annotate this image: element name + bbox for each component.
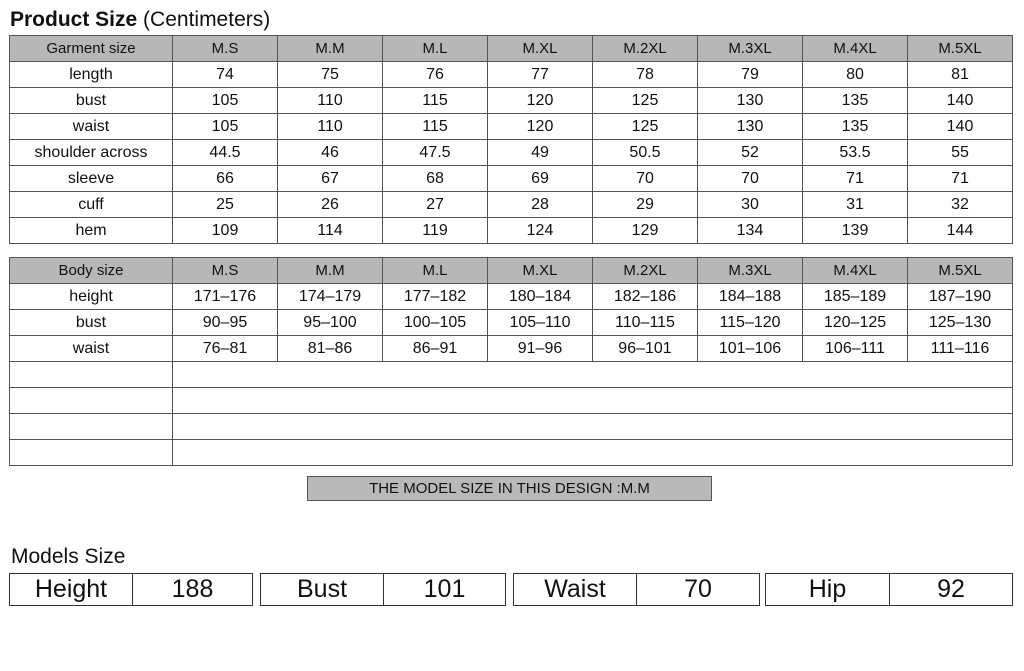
table-row	[10, 166, 1013, 192]
table-cell: 120	[488, 114, 593, 140]
size-header: M.3XL	[698, 258, 803, 284]
model-height-label: Height	[9, 573, 133, 606]
table-cell: 105	[173, 114, 278, 140]
table-cell: 68	[383, 166, 488, 192]
table-row	[10, 336, 1013, 362]
garment-size-table	[9, 35, 1013, 244]
row-label: cuff	[10, 192, 173, 218]
table-cell: 187–190	[908, 284, 1013, 310]
size-header: M.5XL	[908, 36, 1013, 62]
table-cell: 77	[488, 62, 593, 88]
table-cell: 182–186	[593, 284, 698, 310]
table-cell: 30	[698, 192, 803, 218]
row-label: shoulder across	[10, 140, 173, 166]
table-cell: 55	[908, 140, 1013, 166]
table-cell: 79	[698, 62, 803, 88]
table-cell: 25	[173, 192, 278, 218]
table-row	[10, 62, 1013, 88]
row-label: hem	[10, 218, 173, 244]
table-cell: 139	[803, 218, 908, 244]
row-label: sleeve	[10, 166, 173, 192]
table-row	[10, 192, 1013, 218]
model-bust-label: Bust	[260, 573, 384, 606]
size-header: M.4XL	[803, 36, 908, 62]
size-header: M.M	[278, 258, 383, 284]
model-height-value: 188	[132, 573, 253, 606]
table-cell: 100–105	[383, 310, 488, 336]
table-cell: 135	[803, 114, 908, 140]
table-cell: 184–188	[698, 284, 803, 310]
table-cell: 53.5	[803, 140, 908, 166]
row-label: length	[10, 62, 173, 88]
size-header: M.XL	[488, 258, 593, 284]
row-label: waist	[10, 114, 173, 140]
row-label: waist	[10, 336, 173, 362]
table-cell: 140	[908, 114, 1013, 140]
table-cell: 74	[173, 62, 278, 88]
title-unit: (Centimeters)	[143, 8, 271, 31]
table-cell: 46	[278, 140, 383, 166]
body-header-row	[10, 258, 1013, 284]
table-cell: 96–101	[593, 336, 698, 362]
row-label: bust	[10, 88, 173, 114]
table-cell: 109	[173, 218, 278, 244]
table-cell: 114	[278, 218, 383, 244]
table-cell: 101–106	[698, 336, 803, 362]
row-label: bust	[10, 310, 173, 336]
empty-row	[10, 362, 1013, 388]
size-header: M.2XL	[593, 258, 698, 284]
table-cell: 90–95	[173, 310, 278, 336]
empty-cell	[10, 362, 173, 388]
empty-cell	[173, 362, 1013, 388]
table-cell: 76	[383, 62, 488, 88]
size-header: M.XL	[488, 36, 593, 62]
model-size-note: THE MODEL SIZE IN THIS DESIGN :M.M	[307, 476, 712, 501]
table-cell: 81	[908, 62, 1013, 88]
page-title	[10, 8, 270, 32]
table-cell: 134	[698, 218, 803, 244]
size-header: M.5XL	[908, 258, 1013, 284]
title-main: Product Size	[10, 8, 138, 31]
table-cell: 119	[383, 218, 488, 244]
table-cell: 144	[908, 218, 1013, 244]
table-cell: 70	[698, 166, 803, 192]
empty-cell	[173, 414, 1013, 440]
table-cell: 124	[488, 218, 593, 244]
table-row	[10, 284, 1013, 310]
table-cell: 81–86	[278, 336, 383, 362]
model-waist-value: 70	[636, 573, 760, 606]
table-cell: 69	[488, 166, 593, 192]
size-header: M.L	[383, 258, 488, 284]
empty-row	[10, 388, 1013, 414]
table-cell: 106–111	[803, 336, 908, 362]
table-row	[10, 310, 1013, 336]
table-cell: 91–96	[488, 336, 593, 362]
table-cell: 105	[173, 88, 278, 114]
body-header-label: Body size	[10, 258, 173, 284]
table-cell: 29	[593, 192, 698, 218]
empty-row	[10, 414, 1013, 440]
size-header: M.4XL	[803, 258, 908, 284]
table-cell: 125–130	[908, 310, 1013, 336]
table-cell: 120–125	[803, 310, 908, 336]
table-cell: 125	[593, 114, 698, 140]
table-cell: 52	[698, 140, 803, 166]
table-cell: 174–179	[278, 284, 383, 310]
table-cell: 75	[278, 62, 383, 88]
table-cell: 50.5	[593, 140, 698, 166]
table-row	[10, 114, 1013, 140]
table-cell: 71	[908, 166, 1013, 192]
size-header: M.2XL	[593, 36, 698, 62]
table-cell: 32	[908, 192, 1013, 218]
table-cell: 80	[803, 62, 908, 88]
empty-cell	[173, 388, 1013, 414]
table-cell: 140	[908, 88, 1013, 114]
table-cell: 125	[593, 88, 698, 114]
table-cell: 110–115	[593, 310, 698, 336]
table-cell: 110	[278, 88, 383, 114]
table-cell: 120	[488, 88, 593, 114]
table-cell: 66	[173, 166, 278, 192]
table-cell: 130	[698, 88, 803, 114]
table-row	[10, 218, 1013, 244]
row-label: height	[10, 284, 173, 310]
empty-cell	[173, 440, 1013, 466]
model-hip-label: Hip	[765, 573, 890, 606]
table-cell: 67	[278, 166, 383, 192]
size-header: M.S	[173, 36, 278, 62]
table-cell: 26	[278, 192, 383, 218]
models-size-row	[9, 573, 1013, 606]
table-cell: 110	[278, 114, 383, 140]
table-cell: 111–116	[908, 336, 1013, 362]
empty-row	[10, 440, 1013, 466]
table-cell: 31	[803, 192, 908, 218]
table-cell: 115–120	[698, 310, 803, 336]
models-size-title: Models Size	[11, 545, 126, 568]
table-cell: 105–110	[488, 310, 593, 336]
table-cell: 171–176	[173, 284, 278, 310]
table-cell: 115	[383, 88, 488, 114]
table-cell: 70	[593, 166, 698, 192]
empty-cell	[10, 414, 173, 440]
model-hip-value: 92	[889, 573, 1013, 606]
table-row	[10, 140, 1013, 166]
table-cell: 129	[593, 218, 698, 244]
body-rows	[10, 284, 1013, 362]
model-waist-label: Waist	[513, 573, 637, 606]
size-header: M.L	[383, 36, 488, 62]
table-row	[10, 88, 1013, 114]
table-cell: 44.5	[173, 140, 278, 166]
garment-header-row	[10, 36, 1013, 62]
table-cell: 27	[383, 192, 488, 218]
garment-header-label: Garment size	[10, 36, 173, 62]
table-cell: 49	[488, 140, 593, 166]
empty-cell	[10, 388, 173, 414]
garment-rows	[10, 62, 1013, 244]
table-cell: 78	[593, 62, 698, 88]
size-header: M.M	[278, 36, 383, 62]
table-cell: 180–184	[488, 284, 593, 310]
table-cell: 95–100	[278, 310, 383, 336]
empty-cell	[10, 440, 173, 466]
table-cell: 177–182	[383, 284, 488, 310]
model-bust-value: 101	[383, 573, 506, 606]
table-cell: 47.5	[383, 140, 488, 166]
table-cell: 28	[488, 192, 593, 218]
table-cell: 115	[383, 114, 488, 140]
body-size-table	[9, 257, 1013, 466]
size-header: M.3XL	[698, 36, 803, 62]
table-cell: 130	[698, 114, 803, 140]
table-cell: 71	[803, 166, 908, 192]
table-cell: 86–91	[383, 336, 488, 362]
table-cell: 135	[803, 88, 908, 114]
table-cell: 185–189	[803, 284, 908, 310]
size-header: M.S	[173, 258, 278, 284]
table-cell: 76–81	[173, 336, 278, 362]
